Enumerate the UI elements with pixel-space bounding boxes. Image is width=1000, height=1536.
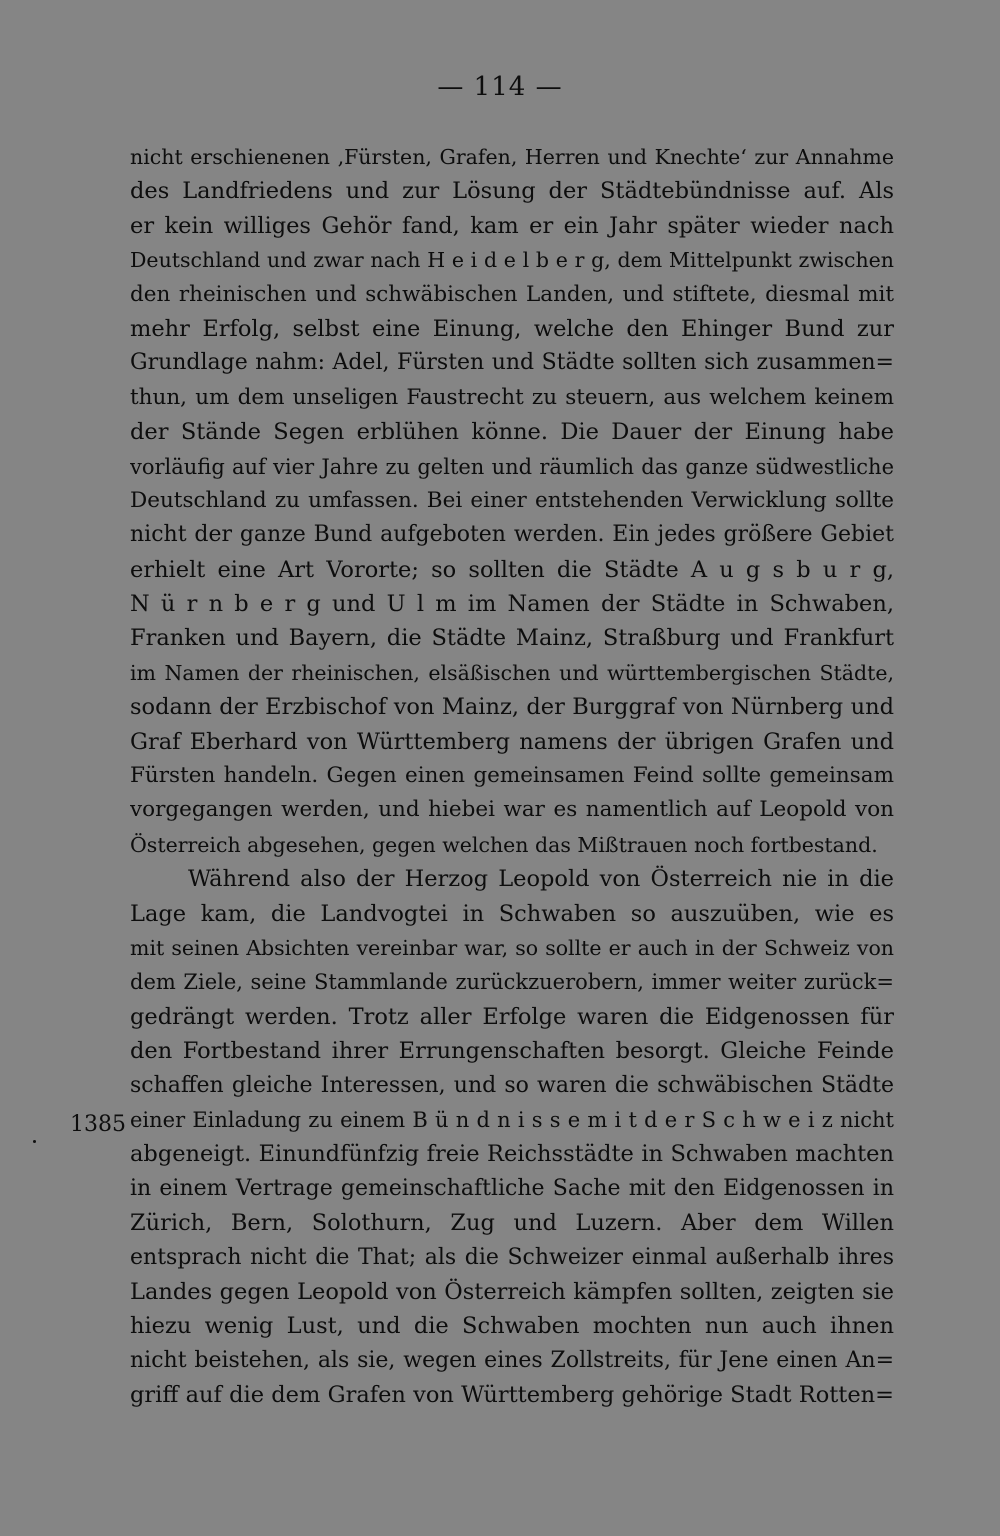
text-line-2: des Landfriedens und zur Lösung der Städtebündnisse auf. Als <box>130 178 894 205</box>
text-line-9: der Stände Segen erblühen könne. Die Dauer der Einung habe <box>130 419 894 446</box>
page-number: — 114 — <box>437 72 563 102</box>
text-line-8: thun, um dem unseligen Faustrecht zu steuern, aus welchem keinem <box>130 384 894 410</box>
text-line-7: Grundlage nahm: Adel, Fürsten und Städte sollten sich zusammen= <box>130 350 894 376</box>
text-line-18: Graf Eberhard von Württemberg namens der übrigen Grafen und <box>130 728 894 755</box>
text-line-27: den Fortbestand ihrer Errungenschaften besorgt. Gleiche Feinde <box>130 1038 894 1065</box>
text-line-4: Deutschland und zwar nach H e i d e l b e r g, dem Mittelpunkt zwischen <box>130 248 894 273</box>
text-line-12: nicht der ganze Bund aufgeboten werden. Ein jedes größere Gebiet <box>130 522 894 548</box>
text-line-14: N ü r n b e r g und U l m im Namen der Städte in Schwaben, <box>130 591 894 618</box>
text-line-28: schaffen gleiche Interessen, und so waren die schwäbischen Städte <box>130 1072 894 1098</box>
text-line-11: Deutschland zu umfassen. Bei einer entstehenden Verwicklung sollte <box>130 487 894 513</box>
text-line-10: vorläufig auf vier Jahre zu gelten und räumlich das ganze südwestliche <box>130 454 894 479</box>
text-line-25: dem Ziele, seine Stammlande zurückzuerobern, immer weiter zurück= <box>130 970 894 995</box>
text-line-16: im Namen der rheinischen, elsäßischen und württembergischen Städte, <box>130 660 894 685</box>
text-line-15: Franken und Bayern, die Städte Mainz, Straßburg und Frankfurt <box>130 625 894 652</box>
text-line-31: in einem Vertrage gemeinschaftliche Sache mit den Eidgenossen in <box>130 1175 894 1201</box>
text-line-24: mit seinen Absichten vereinbar war, so sollte er auch in der Schweiz von <box>130 935 894 960</box>
text-line-3: er kein williges Gehör fand, kam er ein Jahr später wieder nach <box>130 212 894 239</box>
ink-speck <box>33 1140 36 1143</box>
text-line-20: vorgegangen werden, und hiebei war es namentlich auf Leopold von <box>130 797 894 823</box>
text-line-13: erhielt eine Art Vororte; so sollten die Städte A u g s b u r g, <box>130 556 894 583</box>
text-line-22: Während also der Herzog Leopold von Österreich nie in die <box>188 866 894 893</box>
text-line-32: Zürich, Bern, Solothurn, Zug und Luzern. Aber dem Willen <box>130 1210 894 1237</box>
text-line-26: gedrängt werden. Trotz aller Erfolge waren die Eidgenossen für <box>130 1003 894 1030</box>
text-line-29: einer Einladung zu einem B ü n d n i s s e m i t d e r S c h w e i z nicht <box>130 1107 894 1132</box>
body-text <box>130 140 894 1412</box>
text-line-30: abgeneigt. Einundfünfzig freie Reichsstädte in Schwaben machten <box>130 1141 894 1168</box>
text-line-36: nicht beistehen, als sie, wegen eines Zollstreits, für Jene einen An= <box>130 1347 894 1373</box>
text-line-23: Lage kam, die Landvogtei in Schwaben so auszuüben, wie es <box>130 900 894 927</box>
text-line-6: mehr Erfolg, selbst eine Einung, welche den Ehinger Bund zur <box>130 315 894 342</box>
text-line-5: den rheinischen und schwäbischen Landen, und stiftete, diesmal mit <box>130 281 894 307</box>
text-line-21: Österreich abgesehen, gegen welchen das Mißtrauen noch fortbestand. <box>130 832 878 857</box>
margin-year-note: 1385 <box>70 1112 126 1137</box>
text-line-34: Landes gegen Leopold von Österreich kämpfen sollten, zeigten sie <box>130 1278 894 1305</box>
text-line-37: griff auf die dem Grafen von Württemberg gehörige Stadt Rotten= <box>130 1382 894 1409</box>
text-line-19: Fürsten handeln. Gegen einen gemeinsamen Feind sollte gemeinsam <box>130 763 894 789</box>
text-line-33: entsprach nicht die That; als die Schweizer einmal außerhalb ihres <box>130 1244 894 1270</box>
text-line-1: nicht erschienenen ‚Fürsten, Grafen, Herren und Knechte‘ zur Annahme <box>130 145 894 169</box>
text-line-17: sodann der Erzbischof von Mainz, der Burggraf von Nürnberg und <box>130 694 894 721</box>
text-line-35: hiezu wenig Lust, und die Schwaben mochten nun auch ihnen <box>130 1313 894 1340</box>
